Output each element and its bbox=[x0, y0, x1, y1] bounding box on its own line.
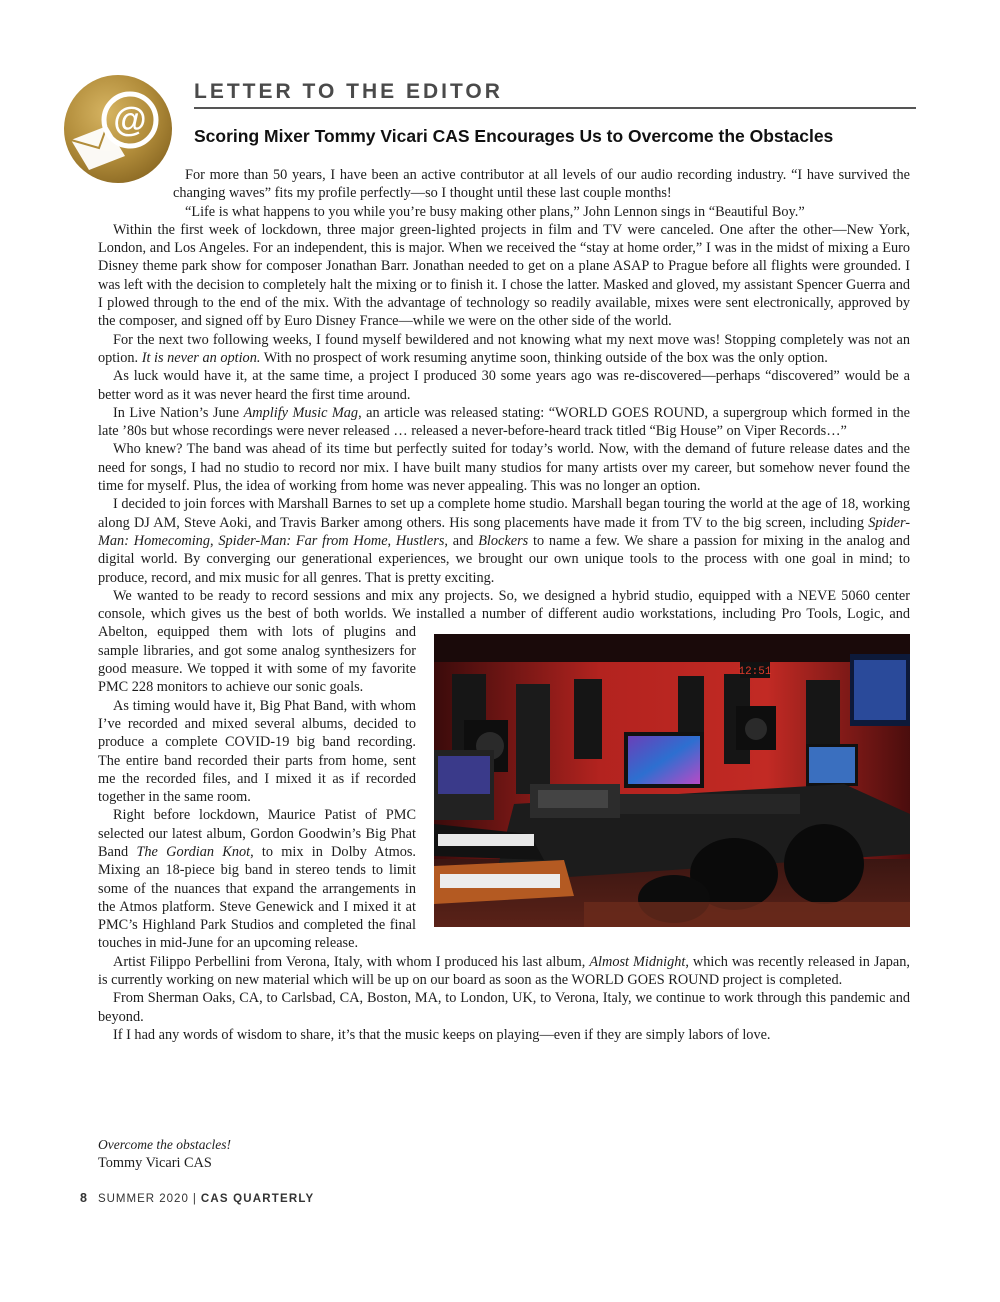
paragraph-4: For the next two following weeks, I found myself bewildered and not knowing what my next move was! Stopping completely was not an option. It is never an option. With no prospect of work resuming anytime soon, thinking outside of the box was the only option. bbox=[98, 331, 910, 366]
footer-separator: | bbox=[192, 1193, 197, 1205]
paragraph-12: Artist Filippo Perbellini from Verona, Italy, with whom I produced his last album, Almost Midnight, which was recently released in Japan, is currently working on new material which will be up on our board as soon as the WORLD GOES ROUND project is completed. bbox=[98, 953, 911, 989]
publication-name: CAS QUARTERLY bbox=[200, 1193, 315, 1205]
article-headline: Scoring Mixer Tommy Vicari CAS Encourages Us to Overcome the Obstacles bbox=[194, 126, 834, 146]
paragraph-2: “Life is what happens to you while you’re busy making other plans,” John Lennon sings in “Beautiful Boy.” bbox=[185, 203, 805, 220]
signoff bbox=[98, 1135, 231, 1173]
paragraph-10: As timing would have it, Big Phat Band, with whom I’ve recorded and mixed several albums, decided to produce a complete COVID-19 big band recording. The entire band recorded their parts from home, sent me the recorded files, and I mixed it as if recorded together in the same room. bbox=[98, 697, 416, 806]
issue-label: SUMMER 2020 bbox=[97, 1193, 189, 1205]
paragraph-14: If I had any words of wisdom to share, it’s that the music keeps on playing—even if they are simply labors of love. bbox=[113, 1026, 771, 1043]
page-number: 8 bbox=[80, 1191, 88, 1205]
paragraph-6: In Live Nation’s June Amplify Music Mag, an article was released stating: “WORLD GOES ROUND, a supergroup which formed in the late ’80s but whose recordings were never released … released a never-before-heard track titled “Big House” on Viper Records…” bbox=[98, 404, 910, 440]
paragraph-9: We wanted to be ready to record sessions and mix any projects. So, we designed a hybrid studio, equipped with a NEVE 5060 center console, which gives us the best of both worlds. We installed a number of different audio workstations, including Pro Tools, Logic, and Abelton, equipped them with lots of plugins and sample libraries, and got some analog synthesizers for good measure. We topped it with some of my favorite PMC 228 monitors to achieve our sonic goals. bbox=[98, 587, 910, 696]
section-title: LETTER TO THE EDITOR bbox=[194, 80, 503, 103]
paragraph-3: Within the first week of lockdown, three major green-lighted projects in film and TV were canceled. One after the other—New York, London, and Los Angeles. For an independent, this is major. When we received the “stay at home order,” I was in the midst of mixing a Euro Disney theme park show for composer Jonathan Barr. Jonathan needed to get on a plane ASAP to Prague before all flights were grounded. I was left with the decision to completely halt the mixing or to finish it. I chose the latter. Masked and gloved, my assistant Spencer Guerra and I plowed through to the end of the mix. With the advantage of technology so readily available, mixes were sent electronically, approved by the composer, and signed off by Euro Disney France—while we were on the other side of the world. bbox=[98, 221, 910, 330]
page-footer bbox=[80, 1191, 314, 1205]
article-body bbox=[98, 166, 910, 1044]
paragraph-7: Who knew? The band was ahead of its time but perfectly suited for today’s world. Now, with the demand of future release dates and the need for songs, I had no studio to record nor mix. I have built many studios for many artists over my career, but somehow never found the time for myself. Plus, the idea of working from home was never appealing. This was no longer an option. bbox=[98, 441, 910, 495]
paragraph-5: As luck would have it, at the same time, a project I produced 30 some years ago was re-discovered—perhaps “discovered” would be a better word as it was never heard the first time around. bbox=[98, 368, 910, 403]
studio-clock-readout: 12:51 bbox=[738, 666, 772, 678]
header-divider bbox=[194, 107, 916, 109]
studio-photo bbox=[434, 634, 910, 927]
paragraph-11: Right before lockdown, Maurice Patist of PMC selected our latest album, Gordon Goodwin’s Big Phat Band The Gordian Knot, to mix in Dolby Atmos. Mixing an 18-piece big band in stereo tends to limit some of the nuances that expand the arrangements in the Atmos platform. Steve Genewick and I mixed it at PMC’s Highland Park Studios and completed the final touches in mid-June for an upcoming release. bbox=[98, 807, 416, 952]
svg-text:@: @ bbox=[113, 101, 147, 139]
closing-line: Overcome the obstacles! bbox=[98, 1137, 231, 1152]
paragraph-13: From Sherman Oaks, CA, to Carlsbad, CA, Boston, MA, to London, UK, to Verona, Italy, we continue to work through this pandemic and beyond. bbox=[98, 990, 910, 1025]
author-name: Tommy Vicari CAS bbox=[98, 1155, 212, 1171]
paragraph-8: I decided to join forces with Marshall Barnes to set up a complete home studio. Marshall began touring the world at the age of 18, working along DJ AM, Steve Aoki, and Travis Barker among others. His song placements have made it from TV to the big screen, including Spider-Man: Homecoming, Spider-Man: Far from Home, Hustlers, and Blockers to name a few. We share a passion for mixing in the analog and digital world. By converging our generational experiences, we brought our own unique tools to the process with one goal in mind; to produce, record, and mix music for all genres. That is pretty exciting. bbox=[98, 496, 911, 586]
paragraph-1: For more than 50 years, I have been an active contributor at all levels of our audio recording industry. “I have survived the changing waves” fits my profile perfectly—so I thought until these last couple months! bbox=[173, 167, 910, 202]
